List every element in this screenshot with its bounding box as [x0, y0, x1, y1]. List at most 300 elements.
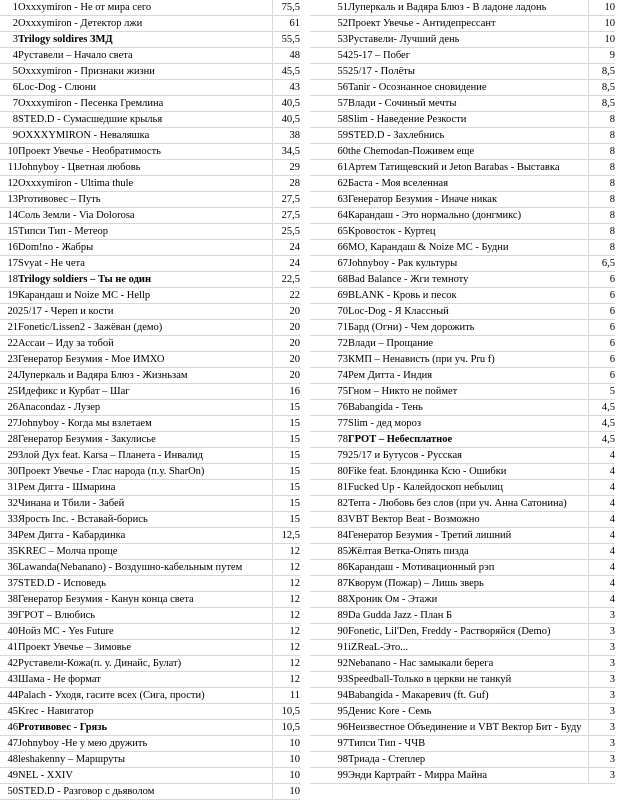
score-value: 3 — [588, 608, 615, 624]
table-row — [310, 544, 615, 560]
rank-number: 22 — [0, 336, 18, 352]
track-name: Terra - Любовь без слов (при уч. Анна Сатонина) — [348, 496, 588, 512]
rank-number: 5 — [0, 64, 18, 80]
track-name: STED.D - Исповедь — [18, 576, 272, 592]
score-value: 75,5 — [272, 0, 300, 16]
track-name: Кровосток - Куртец — [348, 224, 588, 240]
table-row — [0, 304, 300, 320]
table-row — [0, 720, 300, 736]
score-value: 12 — [272, 592, 300, 608]
score-value: 22,5 — [272, 272, 300, 288]
rank-number: 71 — [310, 320, 348, 336]
score-value: 4 — [588, 592, 615, 608]
score-value: 12 — [272, 624, 300, 640]
track-name: Palach - Уходя, гасите всех (Сига, прости) — [18, 688, 272, 704]
track-name: Соль Земли - Via Dolorosa — [18, 208, 272, 224]
track-name: Lawanda(Nebanano) - Воздушно-кабельным путем — [18, 560, 272, 576]
table-row — [310, 432, 615, 448]
score-value: 12 — [272, 544, 300, 560]
track-name: Карандаш - Мотивационный рэп — [348, 560, 588, 576]
track-name: Loc-Dog - Я Классный — [348, 304, 588, 320]
track-name: OXXXYMIRON - Неваляшка — [18, 128, 272, 144]
track-name: Рготивовес – Путь — [18, 192, 272, 208]
rank-number: 58 — [310, 112, 348, 128]
rank-number: 35 — [0, 544, 18, 560]
score-value: 16 — [272, 384, 300, 400]
rank-number: 73 — [310, 352, 348, 368]
track-name: Johnyboy - Цветная любовь — [18, 160, 272, 176]
table-row — [310, 32, 615, 48]
table-row — [0, 112, 300, 128]
table-row — [0, 80, 300, 96]
track-name: Trilogy soldiers – Ты не один — [18, 272, 272, 288]
rank-number: 90 — [310, 624, 348, 640]
table-row — [0, 208, 300, 224]
table-row — [0, 480, 300, 496]
table-row — [0, 352, 300, 368]
track-name: Баста - Моя вселенная — [348, 176, 588, 192]
track-name: Карандаш - Это нормально (донгмикс) — [348, 208, 588, 224]
score-value: 24 — [272, 240, 300, 256]
table-row — [310, 400, 615, 416]
table-row — [310, 160, 615, 176]
rank-number: 61 — [310, 160, 348, 176]
rank-number: 91 — [310, 640, 348, 656]
rank-number: 24 — [0, 368, 18, 384]
rank-number: 98 — [310, 752, 348, 768]
track-name: NEL - XXIV — [18, 768, 272, 784]
score-value: 4 — [588, 480, 615, 496]
track-name: leshakenny – Маршруты — [18, 752, 272, 768]
track-name: Fonetic, Lil'Den, Freddy - Растворяйся (Demo) — [348, 624, 588, 640]
rank-number: 45 — [0, 704, 18, 720]
rank-number: 95 — [310, 704, 348, 720]
score-value: 15 — [272, 400, 300, 416]
table-row — [310, 656, 615, 672]
score-value: 10 — [272, 784, 300, 800]
track-name: ГРОТ – Небесплатное — [348, 432, 588, 448]
rank-number: 27 — [0, 416, 18, 432]
rank-number: 69 — [310, 288, 348, 304]
rank-number: 12 — [0, 176, 18, 192]
track-name: Svyat - Не чета — [18, 256, 272, 272]
rank-number: 56 — [310, 80, 348, 96]
table-row — [0, 560, 300, 576]
track-name: Dom!no - Жабры — [18, 240, 272, 256]
rank-number: 39 — [0, 608, 18, 624]
score-value: 22 — [272, 288, 300, 304]
rank-number: 53 — [310, 32, 348, 48]
rank-number: 7 — [0, 96, 18, 112]
score-value: 15 — [272, 432, 300, 448]
score-value: 4 — [588, 544, 615, 560]
track-name: Johnyboy - Рак культуры — [348, 256, 588, 272]
track-name: Типси Тип - ЧЧВ — [348, 736, 588, 752]
rank-number: 38 — [0, 592, 18, 608]
track-name: Slim - Наведение Резкости — [348, 112, 588, 128]
rank-number: 18 — [0, 272, 18, 288]
score-value: 15 — [272, 464, 300, 480]
rank-number: 85 — [310, 544, 348, 560]
score-value: 12 — [272, 560, 300, 576]
track-name: Идефикс и Курбат – Шаг — [18, 384, 272, 400]
track-name: Типси Тип - Метеор — [18, 224, 272, 240]
track-name: Проект Увечье – Зимовье — [18, 640, 272, 656]
table-row — [0, 128, 300, 144]
track-name: Артем Татищевский и Jeton Barabas - Выставка — [348, 160, 588, 176]
track-name: iZReaL-Это... — [348, 640, 588, 656]
score-value: 3 — [588, 672, 615, 688]
score-value: 8,5 — [588, 80, 615, 96]
track-name: Johnyboy - Когда мы взлетаем — [18, 416, 272, 432]
score-value: 6 — [588, 320, 615, 336]
table-row — [310, 384, 615, 400]
score-value: 20 — [272, 352, 300, 368]
rank-number: 65 — [310, 224, 348, 240]
rank-number: 16 — [0, 240, 18, 256]
track-name: Рем Дитта - Индия — [348, 368, 588, 384]
rank-number: 83 — [310, 512, 348, 528]
table-row — [0, 48, 300, 64]
score-value: 3 — [588, 688, 615, 704]
track-name: Влади - Сочиный мечты — [348, 96, 588, 112]
table-row — [0, 704, 300, 720]
track-name: STED.D - Сумасшедшие крылья — [18, 112, 272, 128]
score-value: 3 — [588, 656, 615, 672]
table-row — [310, 272, 615, 288]
table-row — [0, 16, 300, 32]
table-row — [310, 288, 615, 304]
table-row — [0, 464, 300, 480]
table-row — [0, 320, 300, 336]
track-name: Бард (Огни) - Чем дорожить — [348, 320, 588, 336]
score-value: 10 — [588, 0, 615, 16]
score-value: 10,5 — [272, 720, 300, 736]
table-row — [0, 448, 300, 464]
rank-number: 81 — [310, 480, 348, 496]
track-name: STED.D - Захлебнись — [348, 128, 588, 144]
score-value: 10 — [588, 16, 615, 32]
rank-number: 10 — [0, 144, 18, 160]
table-row — [310, 576, 615, 592]
score-value: 8 — [588, 160, 615, 176]
score-value: 3 — [588, 720, 615, 736]
table-row — [310, 176, 615, 192]
rank-number: 41 — [0, 640, 18, 656]
track-name: Энди Картрайт - Мирра Майна — [348, 768, 588, 784]
score-value: 3 — [588, 704, 615, 720]
score-value: 9 — [588, 48, 615, 64]
score-value: 4 — [588, 528, 615, 544]
table-row — [0, 240, 300, 256]
table-row — [310, 320, 615, 336]
table-row — [0, 336, 300, 352]
track-name: Oxxxymiron - Не от мира сего — [18, 0, 272, 16]
rank-number: 76 — [310, 400, 348, 416]
rank-number: 37 — [0, 576, 18, 592]
rank-number: 55 — [310, 64, 348, 80]
rank-number: 17 — [0, 256, 18, 272]
score-value: 8,5 — [588, 64, 615, 80]
table-row — [310, 688, 615, 704]
table-row — [310, 448, 615, 464]
rank-number: 72 — [310, 336, 348, 352]
track-name: 25/17 - Полёты — [348, 64, 588, 80]
rank-number: 88 — [310, 592, 348, 608]
rank-number: 11 — [0, 160, 18, 176]
score-value: 6 — [588, 304, 615, 320]
track-name: Da Gudda Jazz - План Б — [348, 608, 588, 624]
table-row — [0, 32, 300, 48]
track-name: Руставели-Кожа(п. у. Динайс, Булат) — [18, 656, 272, 672]
track-name: Oxxxymiron - Детектор лжи — [18, 16, 272, 32]
score-value: 20 — [272, 304, 300, 320]
table-row — [0, 544, 300, 560]
track-name: Проект Увечье - Необратимость — [18, 144, 272, 160]
track-name: Жёлтая Ветка-Опять пизда — [348, 544, 588, 560]
score-value: 61 — [272, 16, 300, 32]
rank-number: 25 — [0, 384, 18, 400]
rank-number: 33 — [0, 512, 18, 528]
rank-number: 96 — [310, 720, 348, 736]
rank-number: 57 — [310, 96, 348, 112]
rank-number: 63 — [310, 192, 348, 208]
table-row — [0, 672, 300, 688]
table-row — [310, 768, 615, 784]
rank-number: 97 — [310, 736, 348, 752]
rank-number: 54 — [310, 48, 348, 64]
track-name: Fonetic/Lissen2 - Зажёван (демо) — [18, 320, 272, 336]
table-row — [310, 16, 615, 32]
table-row — [310, 464, 615, 480]
score-value: 40,5 — [272, 112, 300, 128]
rank-number: 64 — [310, 208, 348, 224]
track-name: VBT Вектор Beat - Возможно — [348, 512, 588, 528]
rank-number: 1 — [0, 0, 18, 16]
rank-number: 43 — [0, 672, 18, 688]
rank-number: 20 — [0, 304, 18, 320]
track-name: Tanir - Осознанное сновидение — [348, 80, 588, 96]
rank-number: 80 — [310, 464, 348, 480]
table-row — [0, 640, 300, 656]
track-name: BLANK - Кровь и песок — [348, 288, 588, 304]
track-name: Slim - дед мороз — [348, 416, 588, 432]
table-row — [310, 224, 615, 240]
track-name: Bad Balance - Жги темноту — [348, 272, 588, 288]
table-row — [0, 0, 300, 16]
rank-number: 44 — [0, 688, 18, 704]
score-value: 4 — [588, 560, 615, 576]
score-value: 15 — [272, 480, 300, 496]
rank-number: 68 — [310, 272, 348, 288]
table-row — [310, 672, 615, 688]
rank-number: 32 — [0, 496, 18, 512]
rank-number: 23 — [0, 352, 18, 368]
score-value: 5 — [588, 384, 615, 400]
score-value: 8 — [588, 192, 615, 208]
track-name: 25/17 - Череп и кости — [18, 304, 272, 320]
rank-number: 4 — [0, 48, 18, 64]
table-row — [310, 48, 615, 64]
score-value: 6,5 — [588, 256, 615, 272]
score-value: 20 — [272, 320, 300, 336]
score-value: 4,5 — [588, 400, 615, 416]
score-value: 20 — [272, 336, 300, 352]
track-name: Anacondaz - Лузер — [18, 400, 272, 416]
rank-number: 67 — [310, 256, 348, 272]
score-value: 3 — [588, 624, 615, 640]
score-value: 20 — [272, 368, 300, 384]
score-value: 24 — [272, 256, 300, 272]
table-row — [310, 640, 615, 656]
track-name: Oxxxymiron - Ultima thule — [18, 176, 272, 192]
score-value: 10,5 — [272, 704, 300, 720]
table-row — [310, 368, 615, 384]
score-value: 40,5 — [272, 96, 300, 112]
table-row — [310, 0, 615, 16]
table-row — [310, 208, 615, 224]
track-name: Кворум (Пожар) – Лишь зверь — [348, 576, 588, 592]
ranking-table-right — [310, 0, 615, 784]
track-name: Babangida - Тень — [348, 400, 588, 416]
rank-number: 82 — [310, 496, 348, 512]
rank-number: 40 — [0, 624, 18, 640]
track-name: 25-17 – Побег — [348, 48, 588, 64]
table-row — [310, 736, 615, 752]
rank-number: 29 — [0, 448, 18, 464]
score-value: 4 — [588, 496, 615, 512]
track-name: Генератор Безумия - Канун конца света — [18, 592, 272, 608]
table-row — [310, 96, 615, 112]
score-value: 4 — [588, 512, 615, 528]
track-name: Хроник Ом - Этажи — [348, 592, 588, 608]
table-row — [310, 624, 615, 640]
table-row — [0, 400, 300, 416]
score-value: 6 — [588, 368, 615, 384]
table-row — [310, 352, 615, 368]
rank-number: 3 — [0, 32, 18, 48]
rank-number: 52 — [310, 16, 348, 32]
rank-number: 99 — [310, 768, 348, 784]
track-name: Trilogy soldires ЗМД — [18, 32, 272, 48]
rank-number: 30 — [0, 464, 18, 480]
track-name: Денис Kore - Семь — [348, 704, 588, 720]
track-name: Луперкаль и Вадяра Блюз - Жизньзам — [18, 368, 272, 384]
rank-number: 14 — [0, 208, 18, 224]
rank-number: 34 — [0, 528, 18, 544]
score-value: 12,5 — [272, 528, 300, 544]
rank-number: 77 — [310, 416, 348, 432]
table-row — [0, 160, 300, 176]
score-value: 12 — [272, 672, 300, 688]
rank-number: 94 — [310, 688, 348, 704]
track-name: Генератор Безумия - Третий лишний — [348, 528, 588, 544]
track-name: Nebanano - Нас замыкали берега — [348, 656, 588, 672]
table-row — [0, 256, 300, 272]
table-row — [0, 416, 300, 432]
score-value: 8 — [588, 144, 615, 160]
score-value: 4 — [588, 448, 615, 464]
track-name: Рготивовес - Грязь — [18, 720, 272, 736]
track-name: Speedball-Только в церкви не танкуй — [348, 672, 588, 688]
score-value: 8 — [588, 112, 615, 128]
table-row — [310, 720, 615, 736]
track-name: Проект Увечье - Глас народа (п.у. SharOn) — [18, 464, 272, 480]
table-row — [310, 192, 615, 208]
table-row — [310, 256, 615, 272]
table-row — [310, 512, 615, 528]
score-value: 8 — [588, 128, 615, 144]
track-name: Oxxxymiron - Песенка Гремлина — [18, 96, 272, 112]
table-row — [0, 272, 300, 288]
track-name: Злой Дух feat. Karsa – Планета - Инвалид — [18, 448, 272, 464]
track-name: Oxxxymiron - Признаки жизни — [18, 64, 272, 80]
table-row — [310, 496, 615, 512]
track-name: Fike feat. Блондинка Ксю - Ошибки — [348, 464, 588, 480]
score-value: 55,5 — [272, 32, 300, 48]
score-value: 11 — [272, 688, 300, 704]
rank-number: 9 — [0, 128, 18, 144]
score-value: 4,5 — [588, 416, 615, 432]
track-name: Ассаи – Иду за тобой — [18, 336, 272, 352]
score-value: 8 — [588, 240, 615, 256]
table-row — [0, 192, 300, 208]
rank-number: 89 — [310, 608, 348, 624]
table-row — [310, 528, 615, 544]
track-name: КМП – Ненависть (при уч. Pru f) — [348, 352, 588, 368]
score-value: 48 — [272, 48, 300, 64]
table-row — [310, 480, 615, 496]
table-row — [310, 80, 615, 96]
rank-number: 79 — [310, 448, 348, 464]
track-name: Триада - Степлер — [348, 752, 588, 768]
score-value: 6 — [588, 352, 615, 368]
table-row — [310, 560, 615, 576]
rank-number: 59 — [310, 128, 348, 144]
rank-number: 15 — [0, 224, 18, 240]
track-name: Гном – Никто не поймет — [348, 384, 588, 400]
table-row — [310, 592, 615, 608]
track-name: the Chemodan-Поживем еще — [348, 144, 588, 160]
track-name: Рем Дигга - Кабардинка — [18, 528, 272, 544]
table-row — [0, 752, 300, 768]
score-value: 3 — [588, 768, 615, 784]
table-row — [0, 496, 300, 512]
table-row — [310, 704, 615, 720]
score-value: 10 — [272, 768, 300, 784]
table-row — [0, 368, 300, 384]
table-row — [0, 432, 300, 448]
track-name: Генератор Безумия - Иначе никак — [348, 192, 588, 208]
rank-number: 47 — [0, 736, 18, 752]
rank-number: 84 — [310, 528, 348, 544]
table-row — [0, 768, 300, 784]
score-value: 27,5 — [272, 208, 300, 224]
track-name: Генератор Безумия - Мое ИМХО — [18, 352, 272, 368]
score-value: 8 — [588, 176, 615, 192]
track-name: Луперкаль и Вадяра Блюз - В ладоне ладонь — [348, 0, 588, 16]
score-value: 15 — [272, 512, 300, 528]
track-name: Руставели- Лучший день — [348, 32, 588, 48]
score-value: 12 — [272, 576, 300, 592]
track-name: Шама - Не формат — [18, 672, 272, 688]
rank-number: 48 — [0, 752, 18, 768]
table-row — [0, 576, 300, 592]
score-value: 15 — [272, 416, 300, 432]
rank-number: 49 — [0, 768, 18, 784]
table-row — [0, 624, 300, 640]
score-value: 10 — [272, 752, 300, 768]
